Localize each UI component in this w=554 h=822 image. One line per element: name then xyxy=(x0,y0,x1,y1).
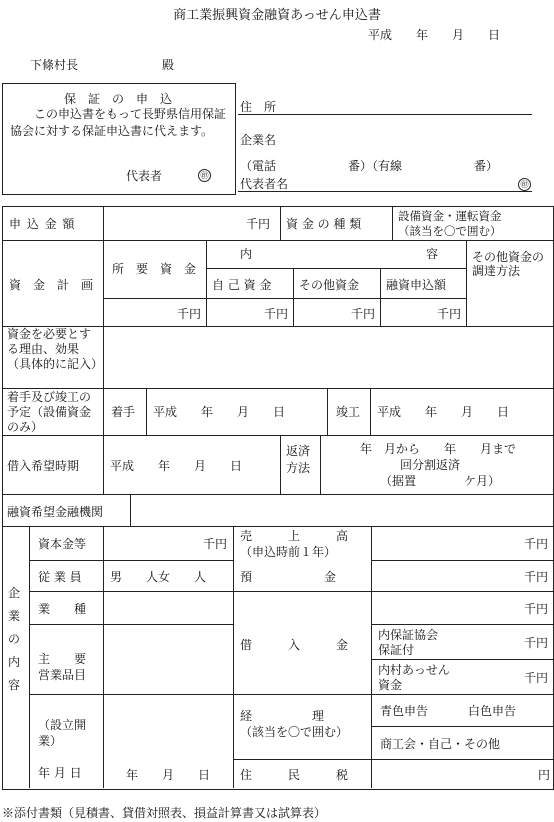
borrow-period-label: 借入希望時期 xyxy=(7,459,80,473)
repayment-period: 年 月から 年 月まで xyxy=(360,442,517,456)
village-included-label-1: 内村あっせん xyxy=(378,663,450,677)
guarantee-seal-icon: ㊞ xyxy=(198,169,211,182)
start-label: 着手 xyxy=(111,405,136,419)
chamber-option: 商工会・自己・その他 xyxy=(380,737,501,751)
blue-return-option: 青色申告 xyxy=(380,704,429,718)
other-funds-label: その他資金 xyxy=(299,278,360,292)
loan-amount-label: 申 込 金 額 xyxy=(9,217,76,231)
form-title: 商工業振興資金融資あっせん申込書 xyxy=(173,8,381,23)
industry-label: 業 種 xyxy=(38,602,87,616)
company-section-label: 企業の内容 xyxy=(8,586,21,692)
fund-type-options: 設備資金・運転資金 xyxy=(398,209,502,223)
schedule-label: 着手及び竣工の予定（設備資金のみ） xyxy=(7,390,92,434)
established-label-3: 年 月 日 xyxy=(38,766,82,780)
resident-tax-unit: 円 xyxy=(538,768,551,782)
repayment-installments: 回分割返済 xyxy=(400,458,461,472)
representative-underline xyxy=(238,191,532,192)
applicant-seal-icon: ㊞ xyxy=(518,178,531,191)
addressee-honorific: 殿 xyxy=(162,58,175,72)
applicant-address-label: 住 所 xyxy=(240,100,277,114)
guarantee-title: 保 証 の 申 込 xyxy=(63,92,172,106)
completion-label: 竣工 xyxy=(336,405,361,419)
village-included-label-2: 資金 xyxy=(378,678,403,692)
fund-type-label: 資 金 の 種 類 xyxy=(286,217,362,231)
loan-request-unit: 千円 xyxy=(437,307,462,321)
guarantee-body: この申込書をもって長野県信用保証協会に対する保証申込書に代えます。 xyxy=(10,107,227,138)
capital-label: 資本金等 xyxy=(38,537,87,551)
start-date: 平成 年 月 日 xyxy=(153,405,286,419)
attachments-note: ※添付書類（見積書、貸借対照表、損益計算書又は試算表） xyxy=(2,806,327,820)
guarantee-included-label-2: 保証付 xyxy=(378,643,415,657)
established-label-2: 業） xyxy=(38,734,63,748)
own-funds-label: 自 己 資 金 xyxy=(212,278,272,292)
accounting-note: （該当を〇で囲む） xyxy=(240,725,349,739)
established-date: 年 月 日 xyxy=(126,768,211,782)
capital-unit: 千円 xyxy=(203,537,228,551)
addressee: 下條村長 xyxy=(30,58,79,72)
completion-date: 平成 年 月 日 xyxy=(377,405,510,419)
white-return-option: 白色申告 xyxy=(468,704,517,718)
breakdown-label-left: 内 xyxy=(240,247,253,261)
address-underline xyxy=(238,114,532,115)
guarantee-included-label-1: 内保証協会 xyxy=(378,628,439,642)
reason-label: 資金を必要とする理由、効果（具体的に記入） xyxy=(7,327,104,371)
applicant-representative-label: 代表者名 xyxy=(240,177,289,191)
borrow-period-date: 平成 年 月 日 xyxy=(110,459,243,473)
accounting-label: 経 理 xyxy=(240,709,325,723)
sales-label: 売 上 高 xyxy=(240,529,349,543)
village-included-unit: 千円 xyxy=(524,671,549,685)
products-label-1: 主 要 xyxy=(38,652,87,666)
deposits-label: 預 金 xyxy=(240,570,337,584)
products-label-2: 営業品目 xyxy=(38,668,87,682)
loan-amount-unit: 千円 xyxy=(246,217,271,231)
established-label-1: （設立開 xyxy=(38,718,87,732)
loan-request-label: 融資申込額 xyxy=(386,278,447,292)
own-funds-unit: 千円 xyxy=(264,307,289,321)
repayment-method-label: 返済方法 xyxy=(286,444,311,475)
deposits-unit: 千円 xyxy=(524,570,549,584)
applicant-phone: （電話 番）（有線 番） xyxy=(240,159,499,173)
required-funds-label: 所 要 資 金 xyxy=(112,262,197,276)
sales-unit: 千円 xyxy=(524,537,549,551)
borrowings-total-unit: 千円 xyxy=(524,602,549,616)
application-date: 平成 年 月 日 xyxy=(368,28,501,42)
required-funds-unit: 千円 xyxy=(177,307,202,321)
guarantee-included-unit: 千円 xyxy=(524,636,549,650)
sales-note: （申込時前１年） xyxy=(240,545,337,559)
repayment-grace: （据置 ケ月） xyxy=(380,474,501,488)
employees-value: 男 人女 人 xyxy=(110,570,207,584)
funding-plan-label: 資 金 計 画 xyxy=(9,278,94,292)
applicant-company-label: 企業名 xyxy=(240,133,277,147)
other-procurement-label: その他資金の調達方法 xyxy=(472,250,545,278)
borrowings-label: 借 入 金 xyxy=(240,638,349,652)
resident-tax-label: 住 民 税 xyxy=(240,768,349,782)
other-funds-unit: 千円 xyxy=(351,307,376,321)
breakdown-label-right: 容 xyxy=(426,247,439,261)
guarantee-representative: 代表者 xyxy=(126,169,163,183)
employees-label: 従 業 員 xyxy=(38,570,82,584)
fund-type-note: （該当を〇で囲む） xyxy=(398,224,502,238)
bank-label: 融資希望金融機関 xyxy=(7,505,104,519)
